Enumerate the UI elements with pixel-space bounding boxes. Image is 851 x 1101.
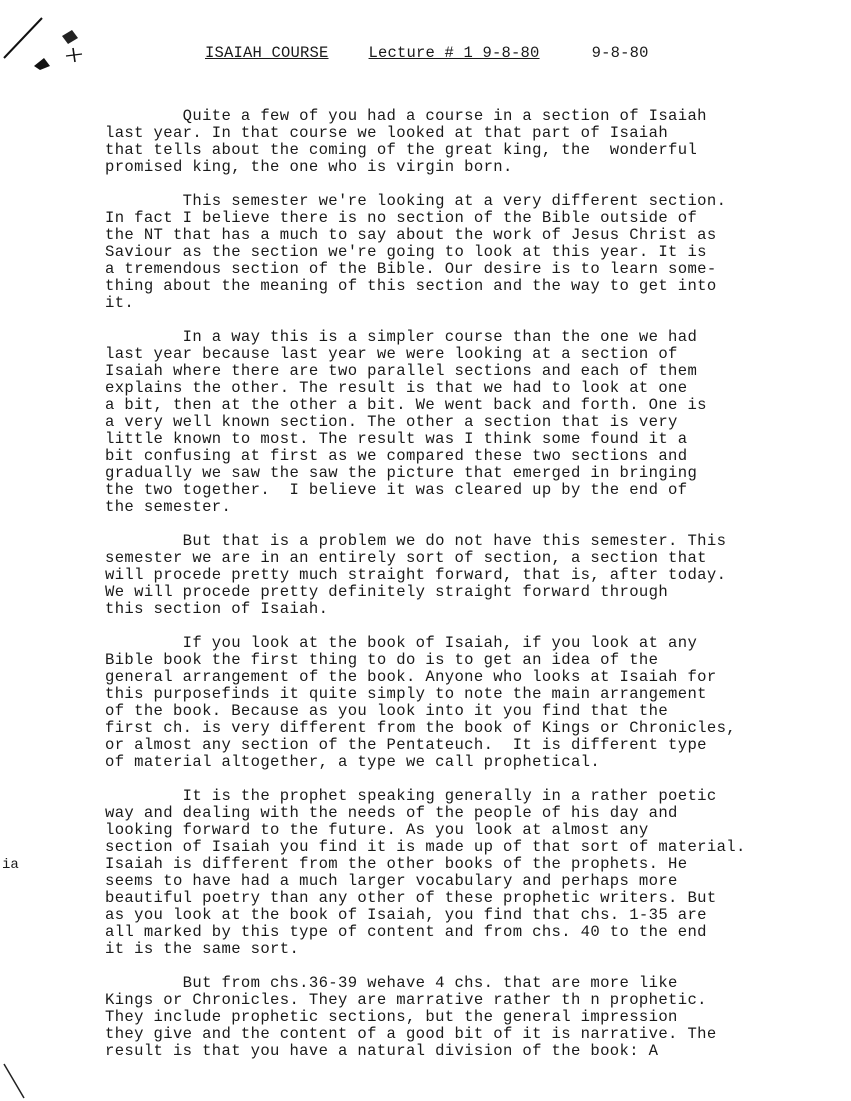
text-line: of material altogether, a type we call prophetical. — [105, 753, 601, 771]
text-line: But from chs.36-39 wehave 4 chs. that are more like — [105, 974, 678, 992]
paragraph-1 — [105, 108, 805, 176]
course-title: ISAIAH COURSE — [205, 44, 329, 62]
text-line: thing about the meaning of this section and the way to get into — [105, 277, 717, 295]
text-line: or almost any section of the Pentateuch. It is different type — [105, 736, 707, 754]
text-line: a bit, then at the other a bit. We went back and forth. One is — [105, 396, 707, 414]
text-line: Isaiah is different from the other books of the prophets. He — [105, 855, 688, 873]
text-line: section of Isaiah you find it is made up of that sort of material. — [105, 838, 746, 856]
text-line: way and dealing with the needs of the people of his day and — [105, 804, 678, 822]
text-line: they give and the content of a good bit of it is narrative. The — [105, 1025, 717, 1043]
margin-note: ia — [2, 857, 19, 873]
document-body — [105, 108, 805, 1077]
text-line: beautiful poetry than any other of these prophetic writers. But — [105, 889, 717, 907]
text-line: seems to have had a much larger vocabulary and perhaps more — [105, 872, 678, 890]
text-line: Isaiah where there are two parallel sections and each of them — [105, 362, 698, 380]
text-line: It is the prophet speaking generally in a rather poetic — [105, 787, 717, 805]
text-line: last year. In that course we looked at that part of Isaiah — [105, 124, 669, 142]
text-line: explains the other. The result is that we had to look at one — [105, 379, 688, 397]
document-header — [205, 44, 805, 62]
text-line: This semester we're looking at a very different section. — [105, 192, 727, 210]
paragraph-2 — [105, 193, 805, 312]
text-line: it is the same sort. — [105, 940, 300, 958]
text-line: the two together. I believe it was cleared up by the end of — [105, 481, 688, 499]
paragraph-6 — [105, 788, 805, 958]
text-line: little known to most. The result was I think some found it a — [105, 430, 688, 448]
text-line: We will procede pretty definitely straight forward through — [105, 583, 669, 601]
text-line: it. — [105, 294, 135, 312]
text-line: a tremendous section of the Bible. Our desire is to learn some- — [105, 260, 717, 278]
text-line: They include prophetic sections, but the general impression — [105, 1008, 678, 1026]
paragraph-4 — [105, 533, 805, 618]
lecture-date: 9-8-80 — [591, 44, 649, 62]
text-line: But that is a problem we do not have this semester. This — [105, 532, 727, 550]
text-line: In fact I believe there is no section of the Bible outside of — [105, 209, 698, 227]
text-line: Quite a few of you had a course in a section of Isaiah — [105, 107, 707, 125]
paragraph-7 — [105, 975, 805, 1060]
scan-mark-icon — [0, 1060, 40, 1101]
lecture-label: Lecture # 1 9-8-80 — [368, 44, 540, 62]
pen-mark-icon — [0, 0, 90, 80]
text-line: a very well known section. The other a section that is very — [105, 413, 678, 431]
text-line: looking forward to the future. As you look at almost any — [105, 821, 649, 839]
text-line: as you look at the book of Isaiah, you find that chs. 1-35 are — [105, 906, 707, 924]
text-line: general arrangement of the book. Anyone who looks at Isaiah for — [105, 668, 717, 686]
text-line: If you look at the book of Isaiah, if you look at any — [105, 634, 698, 652]
text-line: bit confusing at first as we compared these two sections and — [105, 447, 688, 465]
paragraph-3 — [105, 329, 805, 516]
text-line: promised king, the one who is virgin born. — [105, 158, 513, 176]
paragraph-5 — [105, 635, 805, 771]
text-line: the NT that has a much to say about the work of Jesus Christ as — [105, 226, 717, 244]
text-line: of the book. Because as you look into it you find that the — [105, 702, 669, 720]
text-line: result is that you have a natural division of the book: A — [105, 1042, 659, 1060]
text-line: semester we are in an entirely sort of section, a section that — [105, 549, 707, 567]
text-line: Saviour as the section we're going to look at this year. It is — [105, 243, 707, 261]
text-line: Kings or Chronicles. They are marrative rather th n prophetic. — [105, 991, 707, 1009]
text-line: will procede pretty much straight forward, that is, after today. — [105, 566, 727, 584]
text-line: the semester. — [105, 498, 232, 516]
text-line: this purposefinds it quite simply to note the main arrangement — [105, 685, 707, 703]
text-line: first ch. is very different from the book of Kings or Chronicles, — [105, 719, 737, 737]
text-line: all marked by this type of content and from chs. 40 to the end — [105, 923, 707, 941]
text-line: gradually we saw the saw the picture that emerged in bringing — [105, 464, 698, 482]
text-line: that tells about the coming of the great king, the wonderful — [105, 141, 698, 159]
text-line: In a way this is a simpler course than the one we had — [105, 328, 698, 346]
text-line: this section of Isaiah. — [105, 600, 329, 618]
text-line: last year because last year we were looking at a section of — [105, 345, 678, 363]
text-line: Bible book the first thing to do is to get an idea of the — [105, 651, 659, 669]
